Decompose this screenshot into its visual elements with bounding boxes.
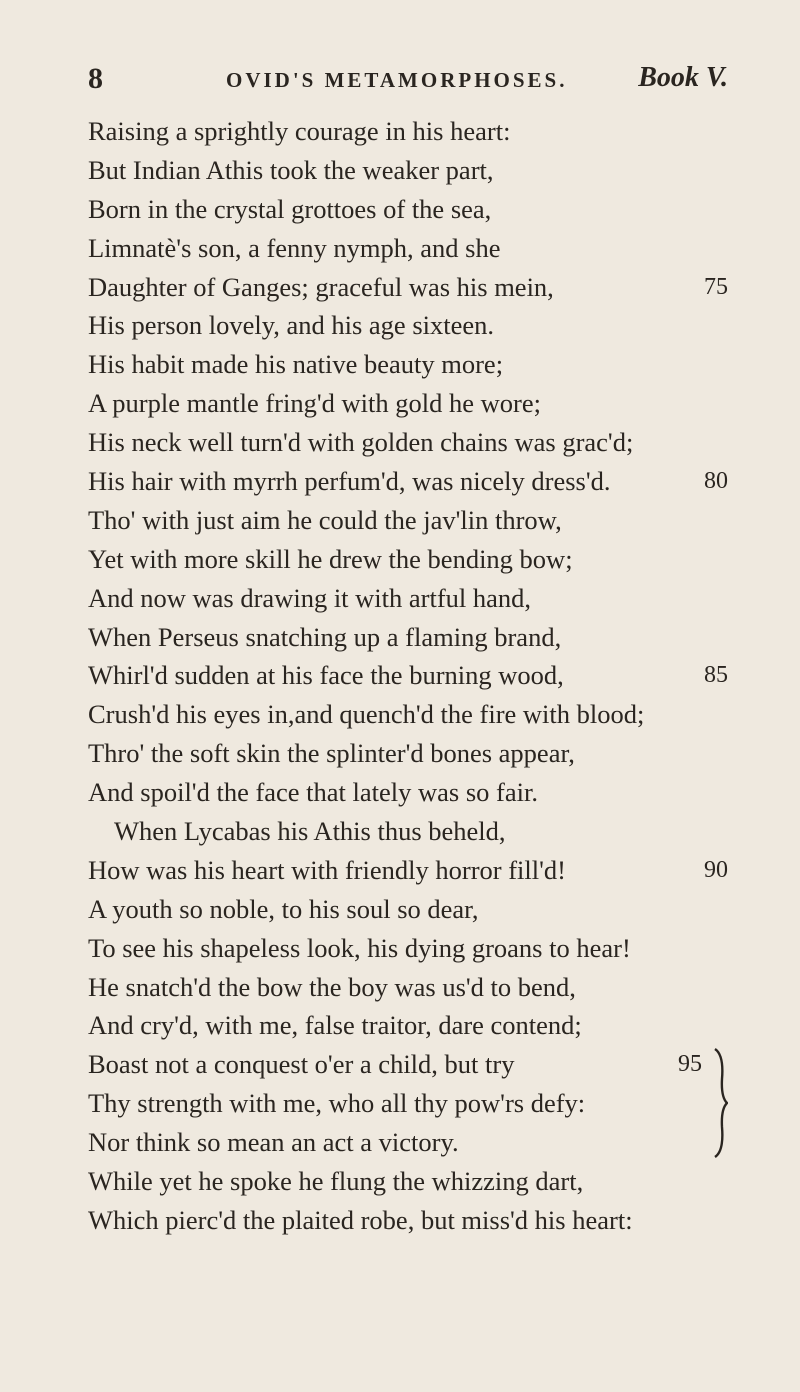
verse-line xyxy=(88,1162,728,1201)
verse-line xyxy=(88,1084,728,1123)
verse-text: And spoil'd the face that lately was so fair. xyxy=(88,777,538,808)
verse-text: And cry'd, with me, false traitor, dare contend; xyxy=(88,1010,582,1041)
running-title: OVID'S METAMORPHOSES. xyxy=(226,68,568,92)
line-number: 95 xyxy=(678,1051,702,1078)
verse-line xyxy=(88,229,728,268)
verse-text: Yet with more skill he drew the bending bow; xyxy=(88,543,573,574)
verse-line xyxy=(88,112,728,151)
verse-text: A youth so noble, to his soul so dear, xyxy=(88,893,479,924)
verse-line xyxy=(88,540,728,579)
verse-line xyxy=(88,618,728,657)
verse-text: A purple mantle fring'd with gold he wore; xyxy=(88,388,541,419)
verse-line xyxy=(88,423,728,462)
verse-text: To see his shapeless look, his dying groans to hear! xyxy=(88,932,631,963)
verse-line xyxy=(88,345,728,384)
verse-line xyxy=(88,306,728,345)
verse-text: Whirl'd sudden at his face the burning wood, xyxy=(88,660,564,691)
verse-text: And now was drawing it with artful hand, xyxy=(88,582,532,613)
verse-line xyxy=(88,462,728,501)
verse-text: His person lovely, and his age sixteen. xyxy=(88,310,495,341)
page-number: 8 xyxy=(88,62,103,95)
verse-line xyxy=(88,1201,728,1240)
line-number: 90 xyxy=(704,856,728,883)
verse-line xyxy=(88,773,728,812)
verse-line xyxy=(88,734,728,773)
verse-line xyxy=(88,968,728,1007)
verse-line xyxy=(88,190,728,229)
verse-block xyxy=(88,112,728,1240)
verse-text: He snatch'd the bow the boy was us'd to bend, xyxy=(88,971,576,1002)
verse-line xyxy=(88,656,728,695)
verse-line xyxy=(88,695,728,734)
verse-line xyxy=(88,1123,728,1162)
verse-text: Limnatè's son, a fenny nymph, and she xyxy=(88,232,501,263)
verse-text: Nor think so mean an act a victory. xyxy=(88,1127,459,1158)
verse-text: But Indian Athis took the weaker part, xyxy=(88,154,494,185)
verse-text: When Lycabas his Athis thus beheld, xyxy=(114,816,506,847)
verse-text: Crush'd his eyes in,and quench'd the fire with blood; xyxy=(88,699,645,730)
verse-text: While yet he spoke he flung the whizzing dart, xyxy=(88,1166,584,1197)
verse-text: When Perseus snatching up a flaming brand, xyxy=(88,621,562,652)
verse-text: Which pierc'd the plaited robe, but miss'd his heart: xyxy=(88,1204,633,1235)
verse-text: Raising a sprightly courage in his heart: xyxy=(88,116,511,146)
line-number: 85 xyxy=(704,662,728,689)
verse-line xyxy=(88,1045,728,1084)
verse-text: Thro' the soft skin the splinter'd bones appear, xyxy=(88,738,575,769)
book-label: Book V. xyxy=(638,62,728,93)
running-header xyxy=(88,60,728,100)
verse-text: Daughter of Ganges; graceful was his mein, xyxy=(88,271,554,302)
verse-line xyxy=(88,929,728,968)
verse-line xyxy=(88,384,728,423)
verse-text: His hair with myrrh perfum'd, was nicely dress'd. xyxy=(88,466,611,497)
verse-text: His habit made his native beauty more; xyxy=(88,349,504,380)
verse-text: His neck well turn'd with golden chains was grac'd; xyxy=(88,427,634,458)
verse-text: Born in the crystal grottoes of the sea, xyxy=(88,193,492,224)
verse-line xyxy=(88,851,728,890)
verse-line xyxy=(88,151,728,190)
verse-line xyxy=(88,1006,728,1045)
verse-line xyxy=(88,268,728,307)
verse-text: How was his heart with friendly horror fill'd! xyxy=(88,854,566,885)
verse-line xyxy=(88,812,728,851)
verse-text: Boast not a conquest o'er a child, but try xyxy=(88,1049,515,1080)
verse-line xyxy=(88,579,728,618)
line-number: 80 xyxy=(704,468,728,495)
verse-text: Tho' with just aim he could the jav'lin throw, xyxy=(88,504,562,535)
verse-line xyxy=(88,890,728,929)
verse-line xyxy=(88,501,728,540)
verse-text: Thy strength with me, who all thy pow'rs defy: xyxy=(88,1088,586,1119)
line-number: 75 xyxy=(704,273,728,300)
